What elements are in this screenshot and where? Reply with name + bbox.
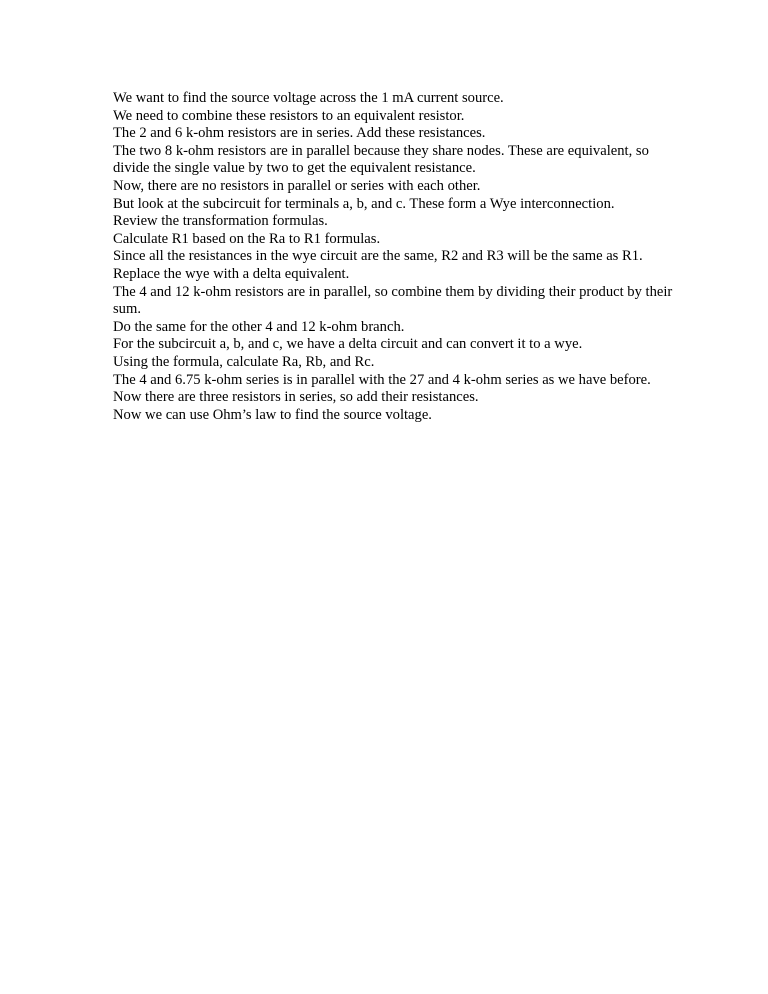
text-line: Replace the wye with a delta equivalent. (113, 265, 350, 282)
text-line: But look at the subcircuit for terminals a, b, and c. These form a Wye interconnection. (113, 195, 615, 212)
text-line: We want to find the source voltage across the 1 mA current source. (113, 90, 504, 106)
text-line: For the subcircuit a, b, and c, we have a delta circuit and can convert it to a wye. (113, 336, 583, 353)
document-body (113, 90, 673, 424)
text-line: We need to combine these resistors to an equivalent resistor. (113, 107, 465, 124)
text-line: Calculate R1 based on the Ra to R1 formulas. (113, 230, 381, 247)
text-line: Now there are three resistors in series, so add their resistances. (113, 389, 479, 406)
text-line: Since all the resistances in the wye circuit are the same, R2 and R3 will be the same as R1. (113, 248, 643, 265)
text-line: Review the transformation formulas. (113, 213, 328, 230)
text-line: Now we can use Ohm’s law to find the source voltage. (113, 406, 432, 423)
text-line: The 2 and 6 k-ohm resistors are in series. Add these resistances. (113, 125, 486, 142)
text-line: The 4 and 12 k-ohm resistors are in parallel, so combine them by dividing their product by their sum. (113, 283, 673, 318)
text-line: The two 8 k-ohm resistors are in parallel because they share nodes. These are equivalent, so divide the single value by two to get the equivalent resistance. (113, 142, 649, 177)
text-line: Using the formula, calculate Ra, Rb, and Rc. (113, 353, 375, 370)
text-line: The 4 and 6.75 k-ohm series is in parallel with the 27 and 4 k-ohm series as we have before. (113, 371, 651, 388)
text-line: Do the same for the other 4 and 12 k-ohm branch. (113, 318, 405, 335)
text-line: Now, there are no resistors in parallel or series with each other. (113, 177, 481, 194)
